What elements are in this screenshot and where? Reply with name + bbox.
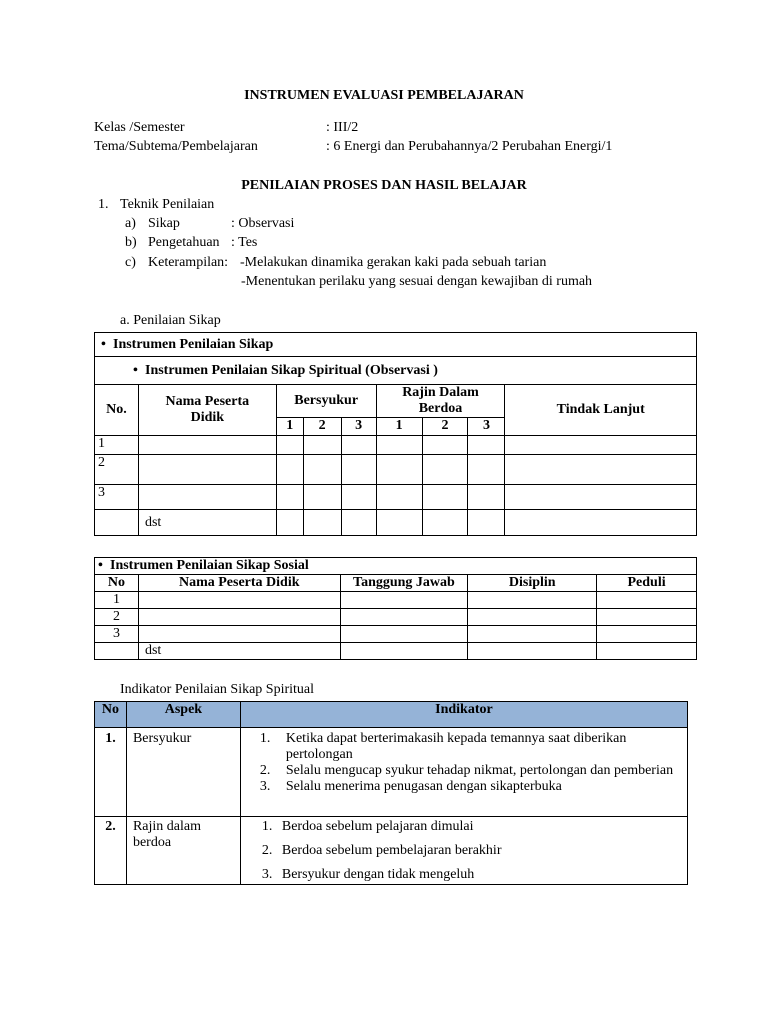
row-no: 1 — [95, 436, 139, 455]
col-tindak-lanjut: Tindak Lanjut — [505, 385, 697, 436]
table-row — [95, 609, 697, 626]
sub-col: 3 — [468, 418, 505, 436]
col-tanggung-jawab: Tanggung Jawab — [340, 575, 468, 592]
teknik-marker-c: c) — [125, 255, 136, 270]
table-row — [95, 485, 697, 510]
row-indikator — [240, 728, 687, 817]
row-no: 2 — [95, 455, 139, 485]
list-item: 1. Berdoa sebelum pelajaran dimulai — [261, 819, 474, 834]
row-dst: dst — [138, 510, 276, 536]
list-item: 3. Selalu menerima penugasan dengan sikapterbuka — [259, 779, 562, 794]
bullet-icon — [133, 363, 145, 378]
table-header-sosial-text: Instrumen Penilaian Sikap Sosial — [110, 558, 309, 573]
table-header-spiritual — [95, 357, 697, 385]
bullet-icon — [98, 558, 110, 573]
sub-col: 1 — [276, 418, 303, 436]
row-aspek: Rajin dalam berdoa — [126, 817, 240, 885]
col-nama-peserta: Nama Peserta Didik — [138, 385, 276, 436]
table-header-sikap-text: Instrumen Penilaian Sikap — [113, 336, 274, 352]
col-rajin-berdoa: Rajin Dalam Berdoa — [376, 385, 505, 418]
col-peduli: Peduli — [597, 575, 697, 592]
row-no: 2. — [95, 817, 127, 885]
table-header-row — [95, 702, 688, 728]
teknik-number: 1. — [98, 197, 109, 212]
teknik-value-keterampilan-1: -Melakukan dinamika gerakan kaki pada sebuah tarian — [240, 255, 547, 270]
row-indikator — [240, 817, 687, 885]
teknik-value-keterampilan-2: -Menentukan perilaku yang sesuai dengan kewajiban di rumah — [241, 274, 593, 289]
col-no: No — [95, 575, 139, 592]
table-header-sikap — [95, 333, 697, 357]
info-tema-value: : 6 Energi dan Perubahannya/2 Perubahan Energi/1 — [326, 139, 613, 154]
list-item: 2. Berdoa sebelum pembelajaran berakhir — [261, 843, 502, 858]
table-row — [95, 592, 697, 609]
table-indikator-spiritual — [94, 701, 688, 885]
page-title: INSTRUMEN EVALUASI PEMBELAJARAN — [244, 88, 524, 103]
table-row — [95, 817, 688, 885]
table-row — [95, 455, 697, 485]
indikator-label: Indikator Penilaian Sikap Spiritual — [120, 682, 315, 697]
teknik-marker-b: b) — [125, 235, 137, 250]
info-tema-label: Tema/Subtema/Pembelajaran — [94, 139, 258, 154]
list-item: 2. Selalu mengucap syukur tehadap nikmat, pertolongan dan pemberian — [259, 763, 674, 778]
row-dst: dst — [138, 643, 340, 660]
row-no: 1. — [95, 728, 127, 817]
teknik-label-pengetahuan: Pengetahuan — [148, 235, 220, 250]
list-item: 3. Bersyukur dengan tidak mengeluh — [261, 867, 475, 882]
section-subtitle: PENILAIAN PROSES DAN HASIL BELAJAR — [241, 178, 527, 193]
col-aspek: Aspek — [126, 702, 240, 728]
row-aspek: Bersyukur — [126, 728, 240, 817]
sub-col: 3 — [341, 418, 376, 436]
table-header-sosial — [95, 558, 697, 575]
bullet-icon — [101, 337, 113, 352]
list-item: 1. Ketika dapat berterimakasih kepada temannya saat diberikan pertolongan — [259, 731, 627, 762]
col-indikator: Indikator — [240, 702, 687, 728]
sub-col: 2 — [422, 418, 468, 436]
row-no: 2 — [95, 609, 139, 626]
table-sikap-sosial — [94, 557, 697, 660]
sub-col: 2 — [303, 418, 341, 436]
table-row — [95, 728, 688, 817]
info-kelas-value: : III/2 — [326, 120, 359, 135]
teknik-marker-a: a) — [125, 216, 136, 231]
teknik-value-sikap: : Observasi — [231, 216, 295, 231]
col-no: No. — [95, 385, 139, 436]
col-disiplin: Disiplin — [468, 575, 597, 592]
col-nama-peserta: Nama Peserta Didik — [138, 575, 340, 592]
table-row — [95, 643, 697, 660]
table-header-spiritual-text: Instrumen Penilaian Sikap Spiritual (Observasi ) — [145, 362, 438, 378]
teknik-label-keterampilan: Keterampilan: — [148, 255, 229, 270]
teknik-value-pengetahuan: : Tes — [231, 235, 258, 250]
col-bersyukur: Bersyukur — [276, 385, 376, 418]
info-kelas-label: Kelas /Semester — [94, 120, 185, 135]
row-no: 1 — [95, 592, 139, 609]
col-no: No — [95, 702, 127, 728]
teknik-title: Teknik Penilaian — [120, 197, 215, 212]
row-no: 3 — [95, 626, 139, 643]
sub-col: 1 — [376, 418, 422, 436]
table-row — [95, 626, 697, 643]
teknik-label-sikap: Sikap — [148, 216, 180, 231]
table-row — [95, 436, 697, 455]
penilaian-sikap-label: a. Penilaian Sikap — [120, 313, 221, 328]
row-no: 3 — [95, 485, 139, 510]
table-sikap-spiritual — [94, 332, 697, 536]
table-row — [95, 510, 697, 536]
